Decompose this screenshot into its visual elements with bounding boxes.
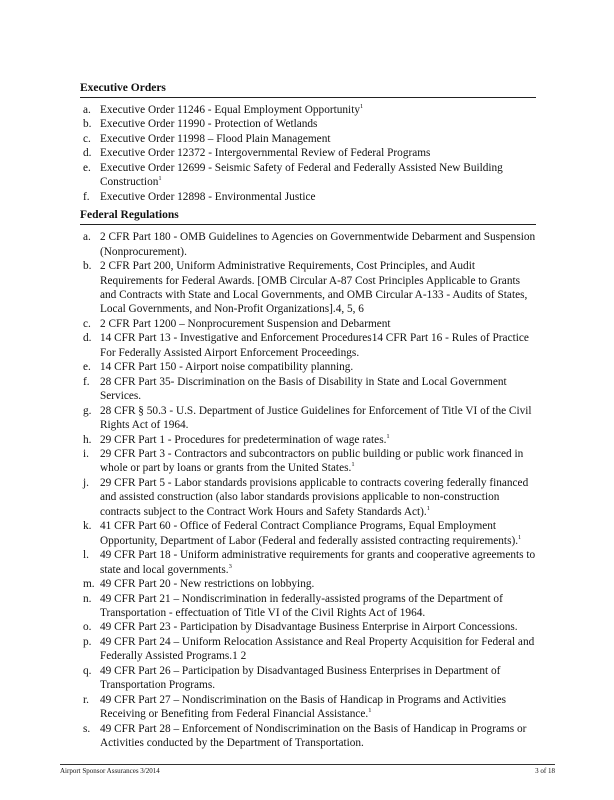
list-item (80, 620, 536, 634)
list-marker: q. (83, 664, 92, 677)
footnote-reference: 1 (426, 504, 430, 512)
list-item (80, 592, 536, 621)
list-item (80, 132, 536, 146)
executive-orders-list (80, 103, 536, 204)
list-item-text: 49 CFR Part 24 – Uniform Relocation Assistance and Real Property Acquisition for Federal and Federally Assisted Programs.1 2 (100, 635, 535, 663)
list-item (80, 230, 536, 259)
list-item-text: Executive Order 12372 - Intergovernmental Review of Federal Programs (100, 147, 431, 160)
list-marker: f. (83, 190, 90, 203)
list-marker: o. (83, 621, 92, 634)
list-marker: c. (83, 317, 91, 330)
list-item (80, 476, 536, 519)
list-marker: n. (83, 592, 92, 605)
list-item (80, 548, 536, 577)
list-item (80, 103, 536, 117)
footnote-reference: 1 (359, 103, 364, 110)
list-item (80, 577, 536, 591)
list-marker: f. (83, 375, 90, 388)
footnote-reference: 1 (351, 461, 355, 469)
footnote-reference: 1 (158, 175, 162, 183)
page-footer (60, 764, 555, 775)
document-page (80, 81, 536, 750)
list-marker: l. (83, 549, 89, 562)
list-item-text: Executive Order 11990 - Protection of Wetlands (100, 118, 318, 131)
footnote-reference: 1 (368, 707, 372, 715)
list-item (80, 375, 536, 404)
list-item-text: 29 CFR Part 1 - Procedures for predetermination of wage rates. (100, 433, 387, 446)
list-item-text: 49 CFR Part 23 - Participation by Disadvantage Business Enterprise in Airport Concessions. (100, 621, 518, 634)
list-item (80, 331, 536, 360)
list-item (80, 433, 536, 447)
footer-document-title: Airport Sponsor Assurances 3/2014 (60, 767, 160, 775)
list-item (80, 317, 536, 331)
list-item (80, 722, 536, 751)
list-item-text: Executive Order 11998 – Flood Plain Management (100, 132, 331, 145)
list-item (80, 447, 536, 476)
list-marker: k. (83, 520, 92, 533)
list-marker: j. (83, 476, 89, 489)
list-marker: h. (83, 433, 92, 446)
list-item (80, 664, 536, 693)
footer-page-number: 3 of 18 (535, 767, 555, 775)
list-item-text: 2 CFR Part 1200 – Nonprocurement Suspension and Debarment (100, 317, 391, 330)
list-item-text: Executive Order 12898 - Environmental Justice (100, 190, 316, 203)
list-marker: m. (83, 578, 95, 591)
list-item-text: Executive Order 11246 - Equal Employment Opportunity (100, 104, 360, 116)
list-item-text: 49 CFR Part 27 – Nondiscrimination on the Basis of Handicap in Programs and Activities Receiving or Benefiting from Federal Financial Assistance. (100, 693, 507, 721)
list-item-text: 28 CFR Part 35- Discrimination on the Basis of Disability in State and Local Government Services. (100, 375, 507, 403)
list-marker: e. (83, 161, 91, 174)
footnote-reference: 1 (386, 432, 390, 440)
list-item (80, 360, 536, 374)
list-item-text: 49 CFR Part 18 - Uniform administrative requirements for grants and cooperative agreements to state and local governments. (100, 549, 536, 576)
list-marker: b. (83, 260, 92, 273)
list-marker: b. (83, 118, 92, 131)
list-item (80, 259, 536, 317)
list-marker: c. (83, 132, 91, 145)
list-item-text: 29 CFR Part 3 - Contractors and subcontractors on public building or public work financed in whole or part by loans or grants from the United States. (100, 447, 524, 475)
list-item (80, 146, 536, 160)
list-item (80, 635, 536, 664)
list-marker: s. (83, 722, 91, 735)
section-heading-executive-orders: Executive Orders (80, 81, 536, 98)
list-marker: g. (83, 404, 92, 417)
list-item (80, 693, 536, 722)
list-item-text: 41 CFR Part 60 - Office of Federal Contract Compliance Programs, Equal Employment Opportunity, Department of Labor (Federal and federally assisted contracting requirements). (100, 520, 519, 547)
list-item-text: 49 CFR Part 20 - New restrictions on lobbying. (100, 578, 315, 591)
list-item-text: 28 CFR § 50.3 - U.S. Department of Justice Guidelines for Enforcement of Title VI of the Civil Rights Act of 1964. (100, 404, 532, 432)
list-item-text: 29 CFR Part 5 - Labor standards provisions applicable to contracts covering federally financed and assisted construction (also labor standards provisions applicable to non-construction contracts subject to the Contract Work Hours and Safety Standards Act). (100, 476, 529, 518)
federal-regulations-list (80, 230, 536, 750)
list-item (80, 161, 536, 190)
list-marker: a. (83, 231, 91, 244)
list-item (80, 519, 536, 548)
list-marker: r. (83, 693, 89, 706)
list-item-text: 14 CFR Part 150 - Airport noise compatibility planning. (100, 361, 354, 374)
list-item-text: 2 CFR Part 200, Uniform Administrative Requirements, Cost Principles, and Audit Requirements for Federal Awards. [OMB Circular A-87 Cost Principles Applicable to Grants and Contracts with State and Local Governments, and OMB Circular A-133 - Audits of States, Local Governments, and Non-Profit Organizations].4, 5, 6 (100, 260, 528, 316)
list-marker: p. (83, 635, 92, 648)
list-marker: e. (83, 361, 91, 374)
list-marker: d. (83, 147, 92, 160)
list-item (80, 404, 536, 433)
list-item (80, 190, 536, 204)
list-item-text: Executive Order 12699 - Seismic Safety of Federal and Federally Assisted New Building Construction (100, 161, 503, 189)
list-item (80, 117, 536, 131)
list-item-text: 14 CFR Part 13 - Investigative and Enforcement Procedures14 CFR Part 16 - Rules of Practice For Federally Assisted Airport Enforcement Proceedings. (100, 332, 529, 359)
footnote-reference: 3 (228, 562, 232, 570)
list-marker: a. (83, 104, 91, 116)
list-item-text: 49 CFR Part 28 – Enforcement of Nondiscrimination on the Basis of Handicap in Programs or Activities conducted by the Department of Transportation. (100, 722, 527, 750)
list-item-text: 49 CFR Part 21 – Nondiscrimination in federally-assisted programs of the Department of Transportation - effectuation of Title VI of the Civil Rights Act of 1964. (100, 592, 503, 619)
section-heading-federal-regulations: Federal Regulations (80, 208, 536, 225)
list-marker: i. (83, 447, 89, 460)
list-item-text: 49 CFR Part 26 – Participation by Disadvantaged Business Enterprises in Department of Transportation Programs. (100, 664, 501, 692)
list-item-text: 2 CFR Part 180 - OMB Guidelines to Agencies on Governmentwide Debarment and Suspension (Nonprocurement). (100, 231, 536, 258)
footnote-reference: 1 (518, 533, 522, 541)
list-marker: d. (83, 332, 92, 345)
